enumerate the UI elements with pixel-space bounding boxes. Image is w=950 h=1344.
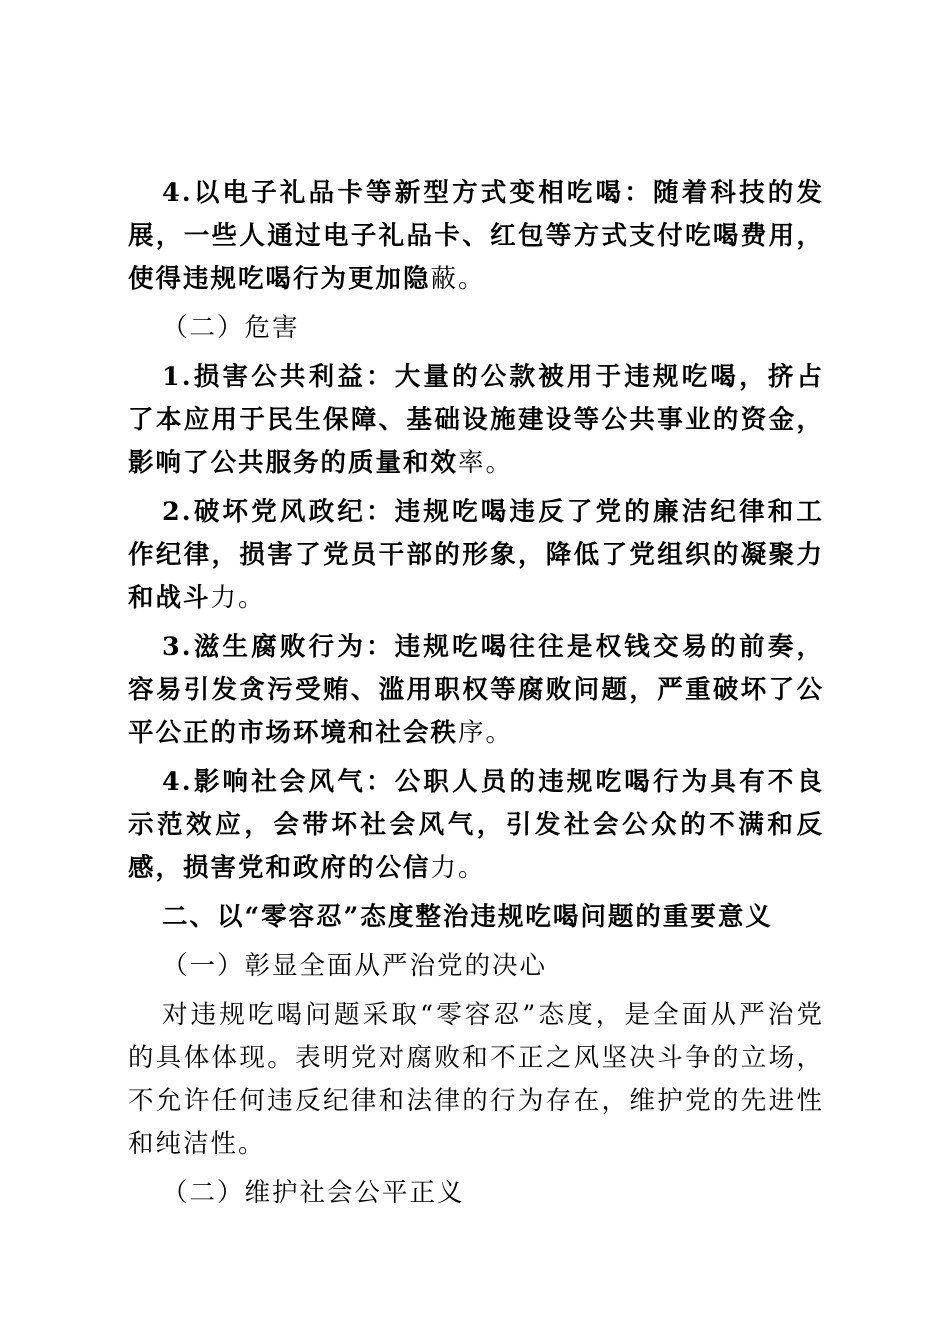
paragraph-electronic-gift-cards bbox=[128, 172, 824, 301]
paragraph-party-discipline bbox=[128, 491, 824, 620]
document-body bbox=[128, 172, 824, 1221]
paragraph-lead: 1.损害公共利益：大量的公款被用于违规吃喝，挤占了本应用于民生保障、基础设施建设等公共事业的资金，影响了公共服务的质量和效 bbox=[128, 362, 824, 478]
paragraph-tail: 蔽。 bbox=[430, 264, 486, 294]
paragraph-lead: 2.破坏党风政纪：违规吃喝违反了党的廉洁纪律和工作纪律，损害了党员干部的形象，降低了党组织的凝聚力和战斗 bbox=[128, 497, 824, 613]
paragraph-tail: 力。 bbox=[210, 583, 266, 613]
paragraph-social-atmosphere bbox=[128, 761, 824, 890]
section-heading-harms: （二）危害 bbox=[162, 313, 300, 343]
subheading-social-justice: （二）维护社会公平正义 bbox=[162, 1178, 465, 1208]
paragraph-zero-tolerance: 对违规吃喝问题采取“零容忍”态度，是全面从严治党的具体体现。表明党对腐败和不正之风坚决斗争的立场，不允许任何违反纪律和法律的行为存在，维护党的先进性和纯洁性。 bbox=[128, 1000, 824, 1159]
paragraph-tail: 率。 bbox=[458, 448, 514, 478]
paragraph-lead: 3.滋生腐败行为：违规吃喝往往是权钱交易的前奏，容易引发贪污受贿、滥用职权等腐败问题，严重破坏了公平公正的市场环境和社会秩 bbox=[128, 632, 824, 748]
paragraph-tail: 序。 bbox=[458, 718, 514, 748]
section-heading-significance: 二、以“零容忍”态度整治违规吃喝问题的重要意义 bbox=[162, 902, 773, 932]
paragraph-corruption bbox=[128, 626, 824, 755]
paragraph-lead: 4.影响社会风气：公职人员的违规吃喝行为具有不良示范效应，会带坏社会风气，引发社会公众的不满和反感，损害党和政府的公信 bbox=[128, 767, 824, 883]
paragraph-lead: 4.以电子礼品卡等新型方式变相吃喝：随着科技的发展，一些人通过电子礼品卡、红包等方式支付吃喝费用，使得违规吃喝行为更加隐 bbox=[128, 178, 824, 294]
paragraph-tail: 力。 bbox=[430, 853, 486, 883]
subheading-determination: （一）彰显全面从严治党的决心 bbox=[162, 951, 548, 981]
paragraph-public-interest bbox=[128, 356, 824, 485]
